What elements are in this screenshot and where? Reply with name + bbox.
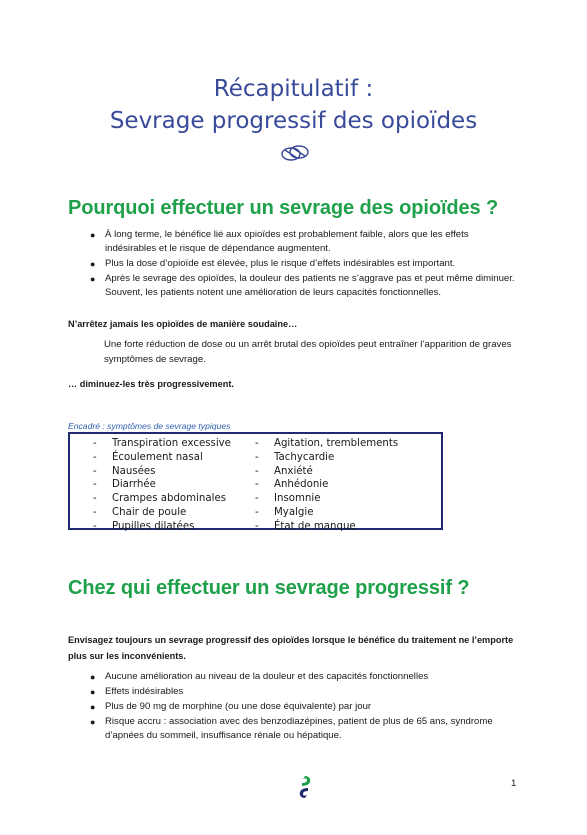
brand-logo (298, 775, 312, 799)
list-item: ● Effets indésirables (88, 685, 528, 699)
list-item: - Nausées (93, 465, 156, 477)
list-item: ● Risque accru : association avec des benzodiazépines, patient de plus de 65 ans, syndrome d’apnées du sommeil, insuffisance rénale ou hépatique. (90, 715, 493, 742)
who-bullet-list (88, 670, 528, 744)
list-item: ● Aucune amélioration au niveau de la douleur et des capacités fonctionnelles (88, 670, 528, 684)
box-caption: Encadré : symptômes de sevrage typiques (68, 421, 231, 431)
section-heading-who: Chez qui effectuer un sevrage progressif ? (68, 577, 470, 599)
list-item: - Myalgie (255, 506, 314, 518)
list-item: - État de manque (255, 520, 356, 532)
warning-paragraph: Une forte réduction de dose ou un arrêt brutal des opioïdes peut entraîner l’apparition de graves symptômes de sevrage. (104, 339, 512, 365)
list-item: - Chair de poule (93, 506, 187, 518)
symptoms-column-2 (255, 437, 435, 534)
list-item: - Agitation, tremblements (255, 438, 399, 449)
bullet-icon: ● (90, 686, 96, 697)
list-item: - Diarrhée (93, 479, 156, 491)
list-item: - Insomnie (255, 493, 321, 505)
why-bullet-list (88, 228, 518, 301)
bullet-icon: ● (90, 274, 96, 284)
bullet-icon: ● (90, 230, 96, 240)
conclusion-text: … diminuez-les très progressivement. (68, 379, 234, 389)
bullet-icon: ● (90, 701, 96, 712)
list-item: - Écoulement nasal (93, 451, 203, 463)
list-item: - Anxiété (255, 465, 313, 477)
who-intro-text: Envisagez toujours un sevrage progressif des opioïdes lorsque le bénéfice du traitement ne l’emporte plus sur les inconvénients. (68, 635, 514, 661)
list-item: - Transpiration excessive (93, 438, 231, 449)
pill-icon (280, 141, 310, 165)
page-number: 1 (511, 778, 517, 789)
symptoms-column-1 (93, 437, 243, 534)
list-item: ● Plus la dose d’opioïde est élevée, plus le risque d’effets indésirables est important. (90, 258, 456, 269)
list-item: - Tachycardie (255, 451, 335, 463)
symptoms-box (68, 432, 443, 530)
page-title-line-1: Récapitulatif : (213, 76, 374, 102)
page-title-line-2: Sevrage progressif des opioïdes (109, 108, 478, 134)
list-item: - Crampes abdominales (93, 493, 227, 505)
list-item: - Pupilles dilatées (93, 520, 195, 532)
bullet-icon: ● (90, 716, 96, 727)
list-item: ● Plus de 90 mg de morphine (ou une dose équivalente) par jour (88, 700, 528, 714)
list-item: ● À long terme, le bénéfice lié aux opioïdes est probablement faible, alors que les effets indésirables et le risque de dépendance augmentent. (90, 229, 469, 254)
section-heading-why: Pourquoi effectuer un sevrage des opioïdes ? (68, 197, 499, 219)
bullet-icon: ● (90, 672, 96, 682)
list-item: ● Après le sevrage des opioïdes, la douleur des patients ne s’aggrave pas et peut même diminuer. Souvent, les patients notent une amélioration de leurs capacités fonctionnelles. (90, 273, 515, 298)
bullet-icon: ● (90, 259, 96, 269)
list-item: - Anhédonie (255, 479, 329, 491)
warning-text: N’arrêtez jamais les opioïdes de manière soudaine… (68, 319, 298, 329)
